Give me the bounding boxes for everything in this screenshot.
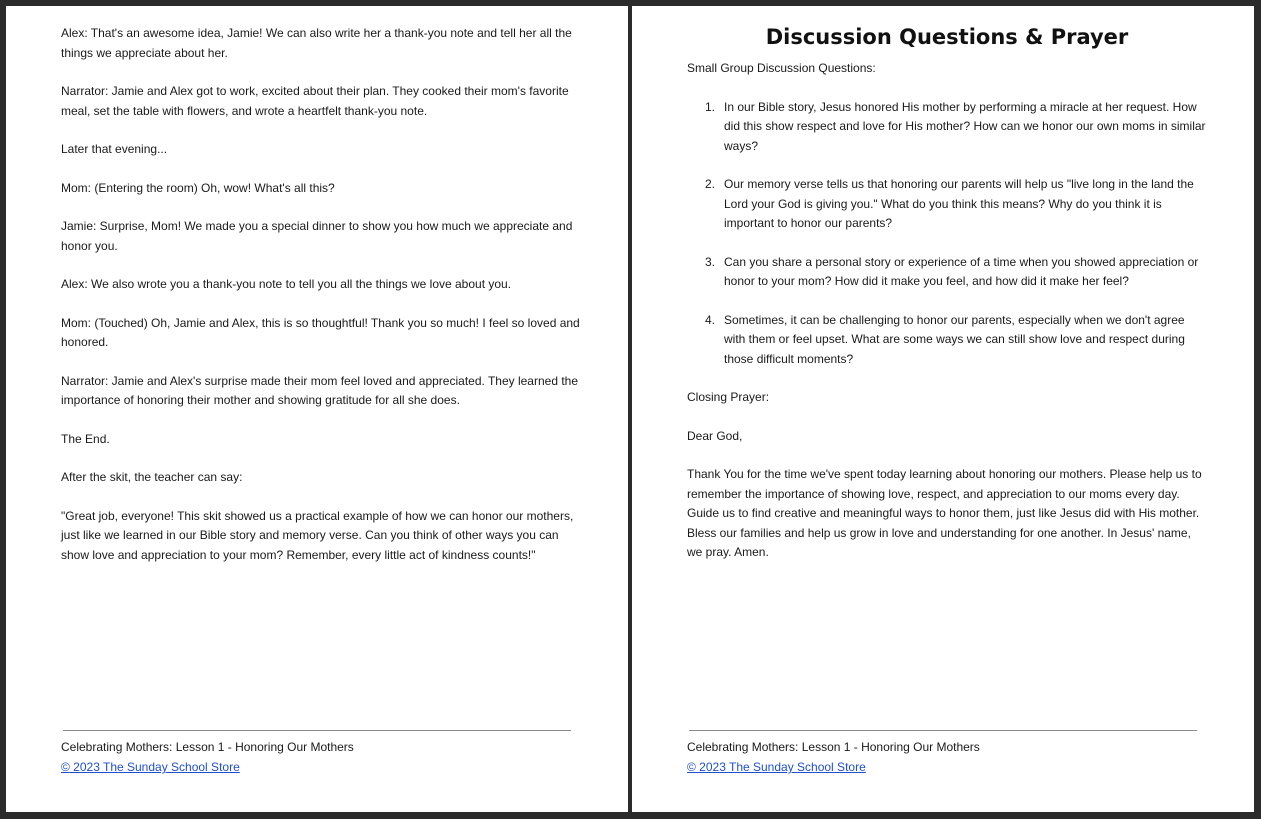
footer-lesson-title: Celebrating Mothers: Lesson 1 - Honoring Our Mothers xyxy=(687,740,980,754)
skit-line: Mom: (Touched) Oh, Jamie and Alex, this is so thoughtful! Thank you so much! I feel so loved and honored. xyxy=(61,315,580,349)
questions-list xyxy=(687,98,1207,370)
page-title: Discussion Questions & Prayer xyxy=(765,25,1129,49)
page-footer xyxy=(61,737,354,777)
question-number: 3. xyxy=(705,254,716,269)
question-text: Sometimes, it can be challenging to honor our parents, especially when we don't agree with them or feel upset. What are some ways we can still show love and respect during those difficult moments? xyxy=(724,312,1185,366)
skit-line: Alex: That's an awesome idea, Jamie! We can also write her a thank-you note and tell her all the things we appreciate about her. xyxy=(61,26,572,60)
question-item xyxy=(687,311,1207,370)
prayer-salutation: Dear God, xyxy=(687,428,743,443)
question-text: In our Bible story, Jesus honored His mother by performing a miracle at her request. How did this show respect and love for His mother? How can we honor our own moms in similar ways? xyxy=(724,99,1206,153)
skit-line: Alex: We also wrote you a thank-you note to tell you all the things we love about you. xyxy=(61,277,512,291)
question-number: 1. xyxy=(705,99,716,114)
skit-line: Later that evening... xyxy=(61,142,168,156)
footer-lesson-title: Celebrating Mothers: Lesson 1 - Honoring Our Mothers xyxy=(61,740,354,754)
skit-line: Jamie: Surprise, Mom! We made you a special dinner to show you how much we appreciate and honor you. xyxy=(61,219,573,253)
footer-divider xyxy=(63,730,571,731)
skit-line: Narrator: Jamie and Alex's surprise made their mom feel loved and appreciated. They learned the importance of honoring their mother and showing gratitude for all she does. xyxy=(61,373,579,407)
question-item xyxy=(687,98,1207,157)
question-number: 4. xyxy=(705,312,716,327)
skit-line: Narrator: Jamie and Alex got to work, excited about their plan. They cooked their mom's favorite meal, set the table with flowers, and wrote a heartfelt thank-you note. xyxy=(61,84,569,118)
prayer-text: Thank You for the time we've spent today learning about honoring our mothers. Please help us to remember the importance of showing love, respect, and appreciation to our moms every day. Guide us to find creative and meaningful ways to honor them, just like Jesus did with His mother. Bless our families and help us grow in love and understanding for one another. In Jesus' name, we pray. Amen. xyxy=(687,467,1202,559)
question-item xyxy=(687,253,1207,292)
questions-heading: Small Group Discussion Questions: xyxy=(687,61,876,75)
prayer-heading: Closing Prayer: xyxy=(687,390,770,404)
teacher-quote: "Great job, everyone! This skit showed us a practical example of how we can honor our mothers, just like we learned in our Bible story and memory verse. Can you think of other ways you can show love and appreciation to your mom? Remember, every little act of kindness counts!" xyxy=(61,508,574,562)
right-page xyxy=(632,6,1254,812)
right-page-content xyxy=(687,24,1207,582)
left-page xyxy=(6,6,628,812)
copyright-link[interactable]: © 2023 The Sunday School Store xyxy=(61,760,240,774)
question-text: Can you share a personal story or experience of a time when you showed appreciation or honor to your mom? How did it make you feel, and how did it make her feel? xyxy=(724,254,1199,288)
question-text: Our memory verse tells us that honoring our parents will help us "live long in the land the Lord your God is giving you." What do you think this means? Why do you think it is important to honor our parents? xyxy=(724,177,1194,230)
copyright-link[interactable]: © 2023 The Sunday School Store xyxy=(687,760,866,774)
skit-line: The End. xyxy=(61,431,110,446)
question-item xyxy=(687,175,1207,234)
skit-line: Mom: (Entering the room) Oh, wow! What's all this? xyxy=(61,180,335,195)
skit-line: After the skit, the teacher can say: xyxy=(61,470,243,484)
question-number: 2. xyxy=(705,177,716,191)
page-footer xyxy=(687,737,980,777)
footer-divider xyxy=(689,730,1197,731)
left-page-content xyxy=(61,24,581,584)
